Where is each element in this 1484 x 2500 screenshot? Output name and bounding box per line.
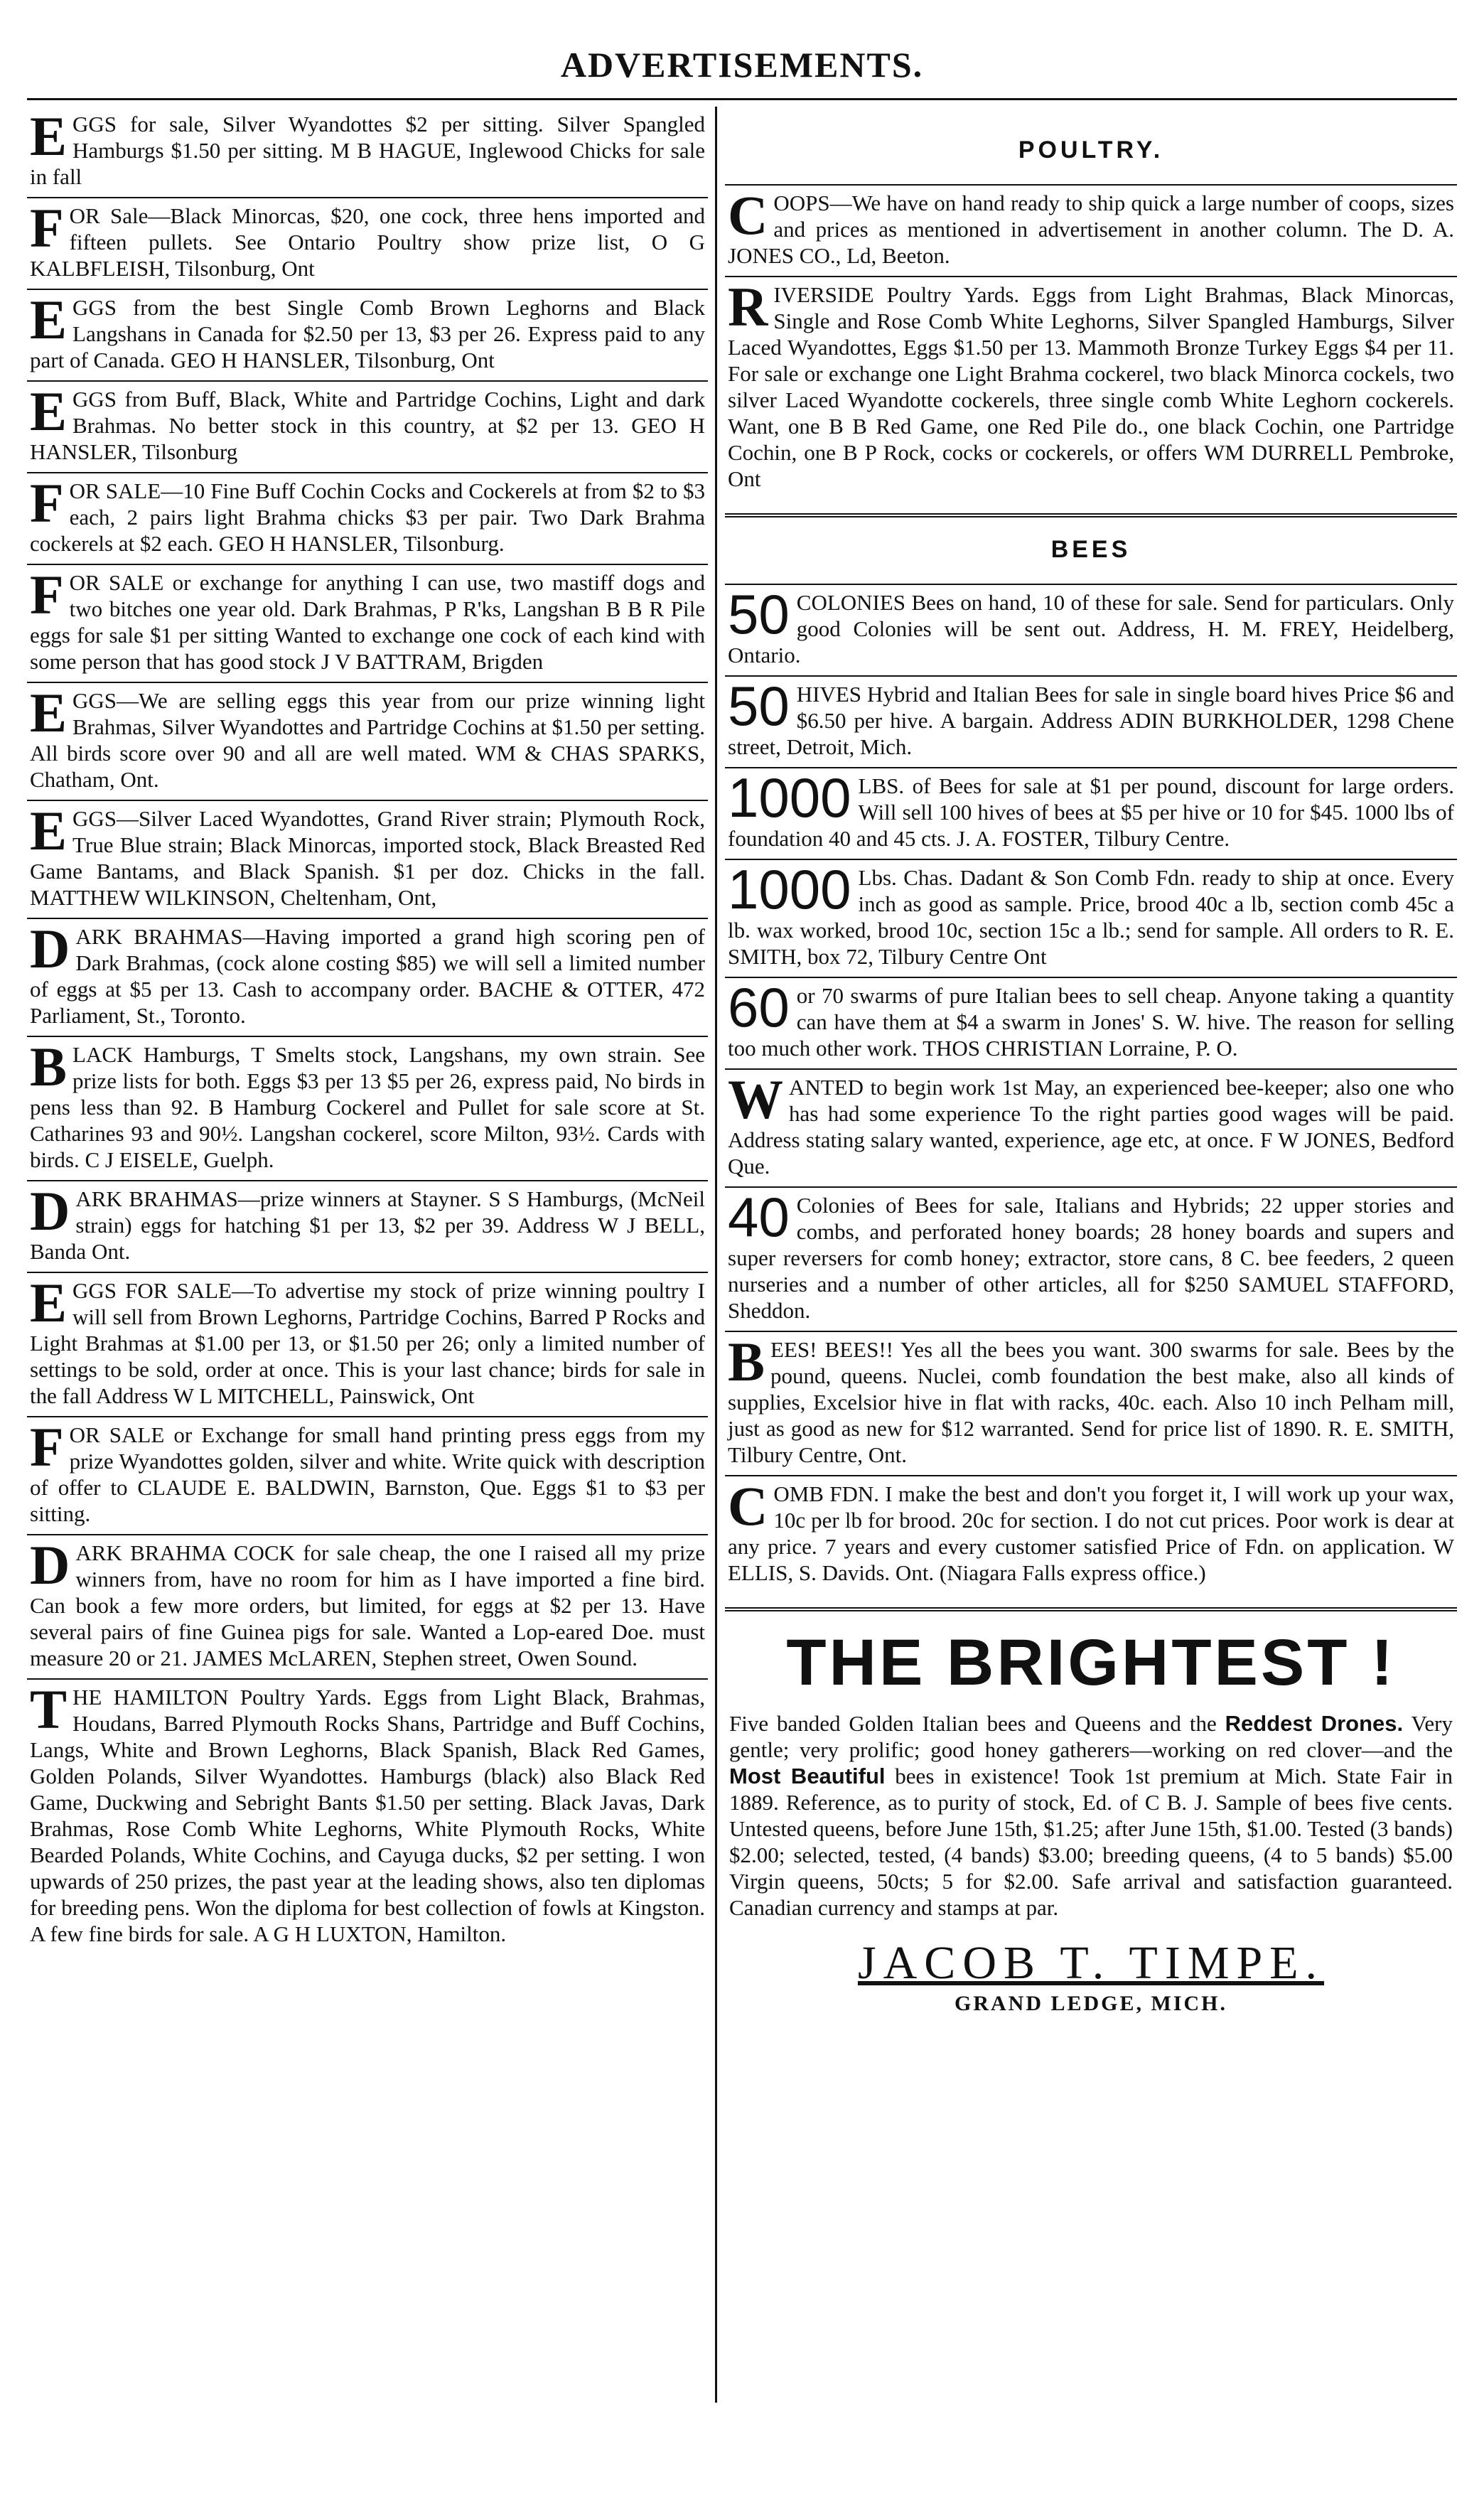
display-ad-heading: THE BRIGHTEST ! xyxy=(725,1607,1457,1707)
display-ad-text: Five banded Golden Italian bees and Queens and the xyxy=(729,1711,1217,1736)
advertiser-place: GRAND LEDGE, MICH. xyxy=(954,1992,1227,2015)
drop-cap: B xyxy=(728,1331,765,1393)
ad-text: GGS for sale, Silver Wyandottes $2 per sitting. Silver Spangled Hamburgs $1.50 per sitting. M B HAGUE, Inglewood Chicks for sale in fall xyxy=(30,112,705,189)
drop-cap: T xyxy=(30,1678,68,1740)
number-cap: 1000 xyxy=(728,858,851,921)
display-ad-emphasis: Reddest Drones. xyxy=(1225,1711,1404,1736)
drop-cap: B xyxy=(30,1036,68,1098)
drop-cap: R xyxy=(728,276,768,338)
ad-text: GGS from Buff, Black, White and Partridge Cochins, Light and dark Brahmas. No better stock in this country, at $2 per 13. GEO H HANSLER, Tilsonburg xyxy=(30,387,705,464)
ad-text: HIVES Hybrid and Italian Bees for sale in single board hives Price $6 and $6.50 per hive. A bargain. Address ADIN BURKHOLDER, 1298 Chene street, Detroit, Mich. xyxy=(728,682,1454,759)
number-cap: 50 xyxy=(728,675,790,737)
classified-ad xyxy=(27,107,708,198)
classified-ad xyxy=(27,1273,708,1417)
left-column xyxy=(27,107,708,1954)
right-column xyxy=(725,107,1457,2016)
drop-cap: D xyxy=(30,1534,70,1596)
ad-text: GGS—We are selling eggs this year from our prize winning light Brahmas, Silver Wyandottes and Partridge Cochins at $1.50 per setting. All birds score over 90 and all are well mated. WM & CHAS SPARKS, Chatham, Ont. xyxy=(30,688,705,792)
page-title: ADVERTISEMENTS. xyxy=(560,45,924,85)
classified-ad xyxy=(27,683,708,801)
number-cap: 40 xyxy=(728,1186,790,1248)
drop-cap: E xyxy=(30,289,68,350)
classified-ad xyxy=(27,198,708,290)
classified-ad xyxy=(725,978,1457,1070)
ad-text: HE HAMILTON Poultry Yards. Eggs from Light Black, Brahmas, Houdans, Barred Plymouth Rocks Shans, Partridge and Buff Cochins, Langs, White and Brown Leghorns, Black Spanish, Black Red Games, Golden Polands, Silver Wyandottes. Hamburgs (black) also Black Red Game, Duckwing and Sebright Bants $1.50 per setting. Black Javas, Dark Brahmas, Rose Comb White Leghorns, White Plymouth Rocks, White Bearded Polands, White Cochins, and Cayuga ducks, $2 per setting. I won upwards of 250 prizes, the past year at the leading shows, also ten diplomas for breeding pens. Won the diploma for best collection of fowls at Kingston. A few fine birds for sale. A G H LUXTON, Hamilton. xyxy=(30,1685,705,1946)
drop-cap: C xyxy=(728,184,768,246)
ad-text: Colonies of Bees for sale, Italians and Hybrids; 22 upper stories and combs, and perforated honey boards; 28 honey boards and supers and super reversers for comb honey; extractor, store cans, 8 C. bee feeders, 2 queen nurseries and a number of other articles, all for $250 SAMUEL STAFFORD, Sheddon. xyxy=(728,1193,1454,1323)
drop-cap: E xyxy=(30,800,68,862)
classified-ad xyxy=(27,473,708,565)
number-cap: 1000 xyxy=(728,766,851,829)
drop-cap: E xyxy=(30,380,68,442)
classified-ad xyxy=(725,585,1457,677)
classified-ad xyxy=(27,1417,708,1535)
classified-ad xyxy=(27,1037,708,1181)
ad-text: EES! BEES!! Yes all the bees you want. 300 swarms for sale. Bees by the pound, queens. Nuclei, comb foundation the best make, also all kinds of supplies, Excelsior hive in flat with racks, 40c. each. Also 10 inch Pelham mill, just as good as new for $12 warranted. Send for price list of 1890. R. E. SMITH, Tilbury Centre, Ont. xyxy=(728,1337,1454,1467)
display-ad-text: bees in existence! Took 1st premium at Mich. State Fair in 1889. Reference, as to purity of stock, Ed. of C B. J. Sample of bees five cents. Untested queens, before June 15th, $1.25; after June 15th, $1.00. Tested (3 bands) $2.00; selected, tested, (4 bands) $3.00; breeding queens, (4 to 5 bands) $5.00 Virgin queens, 50cts; 5 for $2.00. Safe arrival and satisfaction guaranteed. Canadian currency and stamps at par. xyxy=(729,1764,1453,1920)
classified-ad xyxy=(725,1070,1457,1188)
drop-cap: W xyxy=(728,1068,783,1130)
drop-cap: E xyxy=(30,1272,68,1334)
classified-ad xyxy=(27,1535,708,1680)
ad-text: LBS. of Bees for sale at $1 per pound, discount for large orders. Will sell 100 hives of bees at $5 per hive or 10 for $45. 1000 lbs of foundation 40 and 45 cts. J. A. FOSTER, Tilbury Centre. xyxy=(728,773,1454,851)
drop-cap: F xyxy=(30,197,64,259)
classified-ad xyxy=(725,277,1457,499)
classified-ad xyxy=(725,860,1457,978)
ad-text: or 70 swarms of pure Italian bees to sell cheap. Anyone taking a quantity can have them at $4 a swarm in Jones' S. W. hive. The reason for selling too much other work. THOS CHRISTIAN Lorraine, P. O. xyxy=(728,983,1454,1061)
ad-text: OR Sale—Black Minorcas, $20, one cock, three hens imported and fifteen pullets. See Ontario Poultry show prize list, O G KALBFLEISH, Tilsonburg, Ont xyxy=(30,203,705,281)
ad-text: Lbs. Chas. Dadant & Son Comb Fdn. ready to ship at once. Every inch as good as sample. Price, brood 40c a lb, section comb 45c a lb. wax worked, brood 10c, section 15c a lb.; send for sample. All orders to R. E. SMITH, box 72, Tilbury Centre Ont xyxy=(728,865,1454,969)
ad-text: OOPS—We have on hand ready to ship quick a large number of coops, sizes and prices as mentioned in advertisement in another column. The D. A. JONES CO., Ld, Beeton. xyxy=(728,191,1454,268)
top-rule xyxy=(27,98,1457,100)
ad-text: GGS from the best Single Comb Brown Leghorns and Black Langshans in Canada for $2.50 per 13, $3 per 26. Express paid to any part of Canada. GEO H HANSLER, Tilsonburg, Ont xyxy=(30,295,705,372)
drop-cap: D xyxy=(30,1180,70,1242)
ad-text: IVERSIDE Poultry Yards. Eggs from Light Brahmas, Black Minorcas, Single and Rose Comb White Leghorns, Silver Spangled Hamburgs, Silver Laced Wyandottes, Eggs $1.50 per 13. Mammoth Bronze Turkey Eggs $4 per 11. For sale or exchange one Light Brahma cockerel, two black Minorca cockels, two silver Laced Wyandotte cockerels, three single comb White Leghorn cockerels. Want, one B B Red Game, one Red Pile do., one black Cochin, one Partridge Cochin, one B P Rock, cocks or cockerels, or offers WM DURRELL Pembroke, Ont xyxy=(728,282,1454,491)
display-ad-text: Very gentle; very prolific; good honey gatherers—working on red clover—and the xyxy=(729,1711,1453,1762)
number-cap: 50 xyxy=(728,583,790,645)
classified-ad xyxy=(27,565,708,683)
section-heading-poultry: POULTRY. xyxy=(725,107,1457,186)
classified-ad xyxy=(725,768,1457,860)
drop-cap: D xyxy=(30,918,70,980)
ad-text: LACK Hamburgs, T Smelts stock, Langshans, my own strain. See prize lists for both. Eggs $3 per 13 $5 per 26, express paid, No birds in pens less than 92. B Hamburg Cockerel and Pullet for sale score at St. Catharines 93 and 90½. Langshan cockerel, score Milton, 93½. Cards with birds. C J EISELE, Guelph. xyxy=(30,1042,705,1172)
ad-text: COLONIES Bees on hand, 10 of these for sale. Send for particulars. Only good Colonies will be sent out. Address, H. M. FREY, Heidelberg, Ontario. xyxy=(728,590,1454,667)
ad-text: GGS—Silver Laced Wyandottes, Grand River strain; Plymouth Rock, True Blue strain; Black Minorcas, imported stock, Black Breasted Red Game Bantams, and Black Spanish. $1 per doz. Chicks in the fall. MATTHEW WILKINSON, Cheltenham, Ont, xyxy=(30,806,705,910)
ad-text: OMB FDN. I make the best and don't you forget it, I will work up your wax, 10c per lb for brood. 20c for section. I do not cut prices. Poor work is dear at any price. 7 years and every customer satisfied Price of Fdn. on application. W ELLIS, S. Davids. Ont. (Niagara Falls express office.) xyxy=(728,1481,1454,1585)
classified-ad xyxy=(27,382,708,473)
ad-text: ARK BRAHMA COCK for sale cheap, the one I raised all my prize winners from, have no room for him as I have imported a fine bird. Can book a few more orders, but limited, for eggs at $2 per 13. Have several pairs of fine Guinea pigs for sale. Wanted a Lop-eared Doe. must measure 20 or 21. JAMES McLAREN, Stephen street, Owen Sound. xyxy=(30,1540,705,1670)
ad-text: OR SALE or exchange for anything I can use, two mastiff dogs and two bitches one year old. Dark Brahmas, P R'ks, Langshan B B R Pile eggs for sale $1 per sitting Wanted to exchange one cock of each kind with some person that has good stock J V BATTRAM, Brigden xyxy=(30,570,705,674)
ad-text: OR SALE—10 Fine Buff Cochin Cocks and Cockerels at from $2 to $3 each, 2 pairs light Brahma chicks $3 per pair. Two Dark Brahma cockerels at $2 each. GEO H HANSLER, Tilsonburg. xyxy=(30,478,705,556)
column-divider xyxy=(715,107,717,2403)
drop-cap: E xyxy=(30,105,68,167)
drop-cap: F xyxy=(30,564,64,626)
ad-text: ARK BRAHMAS—Having imported a grand high scoring pen of Dark Brahmas, (cock alone costing $85) we will sell a limited number of eggs at $5 per 13. Cash to accompany order. BACHE & OTTER, 472 Parliament, St., Toronto. xyxy=(30,924,705,1028)
classified-ad xyxy=(27,1181,708,1273)
display-ad-emphasis: Most Beautiful xyxy=(729,1764,886,1788)
classified-ad xyxy=(27,1680,708,1954)
drop-cap: E xyxy=(30,682,68,744)
ad-text: OR SALE or Exchange for small hand printing press eggs from my prize Wyandottes golden, silver and white. Write quick with description of offer to CLAUDE E. BALDWIN, Barnston, Que. Eggs $1 to $3 per sitting. xyxy=(30,1422,705,1526)
classified-ad xyxy=(725,1188,1457,1332)
classified-ad xyxy=(725,677,1457,768)
classified-ad xyxy=(27,290,708,382)
classified-ad xyxy=(27,919,708,1037)
section-heading-bees: BEES xyxy=(725,513,1457,585)
classified-ad xyxy=(725,1332,1457,1476)
classified-ad xyxy=(27,801,708,919)
display-ad-body xyxy=(725,1707,1457,1924)
drop-cap: C xyxy=(728,1475,768,1537)
advertiser-name: JACOB T. TIMPE. xyxy=(857,1937,1325,1989)
number-cap: 60 xyxy=(728,976,790,1039)
ad-text: GGS FOR SALE—To advertise my stock of prize winning poultry I will sell from Brown Leghorns, Partridge Cochins, Barred P Rocks and Light Brahmas at $1.00 per 13, or $1.50 per 26; only a limited number of settings to be sold, order at once. This is your last chance; birds for sale in the fall Address W L MITCHELL, Painswick, Ont xyxy=(30,1278,705,1408)
classified-ad xyxy=(725,1476,1457,1593)
ad-text: ANTED to begin work 1st May, an experienced bee-keeper; also one who has had some experience To the right parties good wages will be paid. Address stating salary wanted, experience, age etc, at once. F W JONES, Bedford Que. xyxy=(728,1075,1454,1179)
classified-ad xyxy=(725,186,1457,277)
drop-cap: F xyxy=(30,472,64,534)
ad-text: ARK BRAHMAS—prize winners at Stayner. S S Hamburgs, (McNeil strain) eggs for hatching $1 per 13, $2 per 39. Address W J BELL, Banda Ont. xyxy=(30,1186,705,1264)
drop-cap: F xyxy=(30,1416,64,1478)
